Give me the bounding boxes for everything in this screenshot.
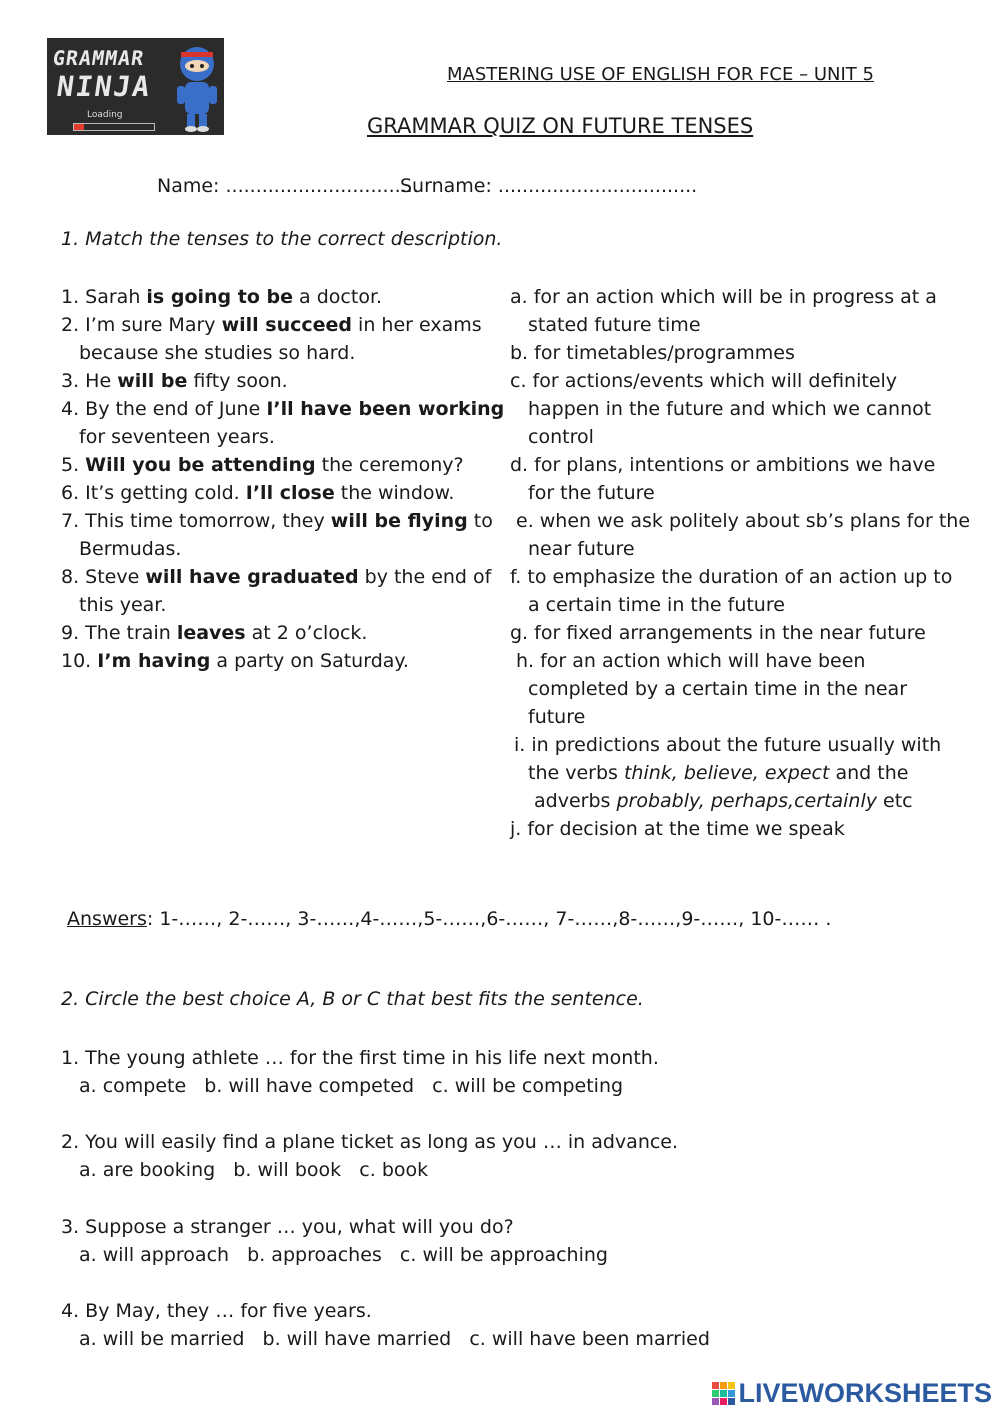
question-text: 2. You will easily find a plane ticket as long as you … in advance. bbox=[61, 1131, 679, 1153]
sentence-item: for seventeen years. bbox=[79, 426, 275, 448]
sentence-item: 9. The train leaves at 2 o’clock. bbox=[61, 622, 368, 644]
sentence-item: because she studies so hard. bbox=[79, 342, 356, 364]
sentences-list bbox=[61, 283, 504, 675]
sentence-item: this year. bbox=[79, 594, 167, 616]
description-item: happen in the future and which we cannot bbox=[528, 398, 932, 420]
grammar-ninja-logo bbox=[47, 38, 224, 135]
question-options[interactable]: a. will approach b. approaches c. will be approaching bbox=[79, 1244, 608, 1266]
answers-blanks[interactable]: : 1-……, 2-……, 3-……,4-……,5-……,6-……, 7-……,8-……,9-……, 10-…… . bbox=[146, 908, 832, 930]
sentence-item: 6. It’s getting cold. I’ll close the window. bbox=[61, 482, 455, 504]
question-text: 3. Suppose a stranger … you, what will you do? bbox=[61, 1216, 514, 1238]
description-item: a certain time in the future bbox=[528, 594, 785, 616]
description-item: completed by a certain time in the near bbox=[528, 678, 908, 700]
logo-loading-label: Loading bbox=[87, 110, 123, 120]
sentence-item: 10. I’m having a party on Saturday. bbox=[61, 650, 409, 672]
descriptions-list bbox=[510, 283, 970, 843]
mc-question-1 bbox=[61, 1044, 659, 1100]
quiz-title: GRAMMAR QUIZ ON FUTURE TENSES bbox=[367, 114, 754, 138]
sentence-item: 5. Will you be attending the ceremony? bbox=[61, 454, 464, 476]
description-item: for the future bbox=[528, 482, 655, 504]
logo-text-line2: NINJA bbox=[54, 70, 154, 103]
ninja-icon bbox=[173, 42, 221, 132]
sentence-item: 3. He will be fifty soon. bbox=[61, 370, 288, 392]
question-options[interactable]: a. compete b. will have competed c. will be competing bbox=[79, 1075, 624, 1097]
sentence-item: 8. Steve will have graduated by the end of bbox=[61, 566, 492, 588]
sentence-item: Bermudas. bbox=[79, 538, 182, 560]
description-item: b. for timetables/programmes bbox=[510, 342, 795, 364]
description-item: future bbox=[528, 706, 586, 728]
description-item: near future bbox=[528, 538, 635, 560]
mc-question-4 bbox=[61, 1297, 710, 1353]
liveworksheets-brand: LIVEWORKSHEETS bbox=[738, 1377, 992, 1408]
liveworksheets-logo[interactable] bbox=[712, 1378, 992, 1408]
sentence-item: 4. By the end of June I’ll have been working bbox=[61, 398, 505, 420]
description-item: the verbs think, believe, expect and the bbox=[528, 762, 909, 784]
description-item: h. for an action which will have been bbox=[516, 650, 866, 672]
description-item: g. for fixed arrangements in the near future bbox=[510, 622, 926, 644]
description-item: j. for decision at the time we speak bbox=[510, 818, 845, 840]
answers-line[interactable] bbox=[67, 905, 831, 933]
liveworksheets-grid-icon bbox=[712, 1382, 735, 1405]
description-item: adverbs probably, perhaps,certainly etc bbox=[534, 790, 913, 812]
sentence-item: 1. Sarah is going to be a doctor. bbox=[61, 286, 383, 308]
logo-loading-fill bbox=[74, 124, 84, 130]
description-item: f. to emphasize the duration of an action up to bbox=[510, 566, 953, 588]
answers-label: Answers bbox=[67, 908, 147, 930]
description-item: d. for plans, intentions or ambitions we have bbox=[510, 454, 936, 476]
question-options[interactable]: a. will be married b. will have married c. will have been married bbox=[79, 1328, 710, 1350]
name-field[interactable]: Name: ................................ bbox=[157, 175, 419, 197]
question-text: 4. By May, they … for five years. bbox=[61, 1300, 372, 1322]
description-item: control bbox=[528, 426, 594, 448]
mc-question-2 bbox=[61, 1128, 678, 1184]
section1-title: 1. Match the tenses to the correct description. bbox=[61, 228, 503, 250]
description-item: a. for an action which will be in progress at a bbox=[510, 286, 937, 308]
question-text: 1. The young athlete … for the first time in his life next month. bbox=[61, 1047, 659, 1069]
description-item: c. for actions/events which will definitely bbox=[510, 370, 898, 392]
section2-title: 2. Circle the best choice A, B or C that best fits the sentence. bbox=[61, 988, 644, 1010]
sentence-item: 2. I’m sure Mary will succeed in her exams bbox=[61, 314, 482, 336]
sentence-item: 7. This time tomorrow, they will be flying to bbox=[61, 510, 493, 532]
description-item: i. in predictions about the future usually with bbox=[514, 734, 942, 756]
description-item: stated future time bbox=[528, 314, 701, 336]
logo-text-line1: GRAMMAR bbox=[51, 46, 146, 70]
description-item: e. when we ask politely about sb’s plans for the bbox=[516, 510, 971, 532]
question-options[interactable]: a. are booking b. will book c. book bbox=[79, 1159, 429, 1181]
course-title: MASTERING USE OF ENGLISH FOR FCE – UNIT 5 bbox=[447, 64, 874, 85]
mc-question-3 bbox=[61, 1213, 608, 1269]
surname-field[interactable]: Surname: ................................. bbox=[400, 175, 698, 197]
logo-loading-bar bbox=[73, 123, 155, 131]
